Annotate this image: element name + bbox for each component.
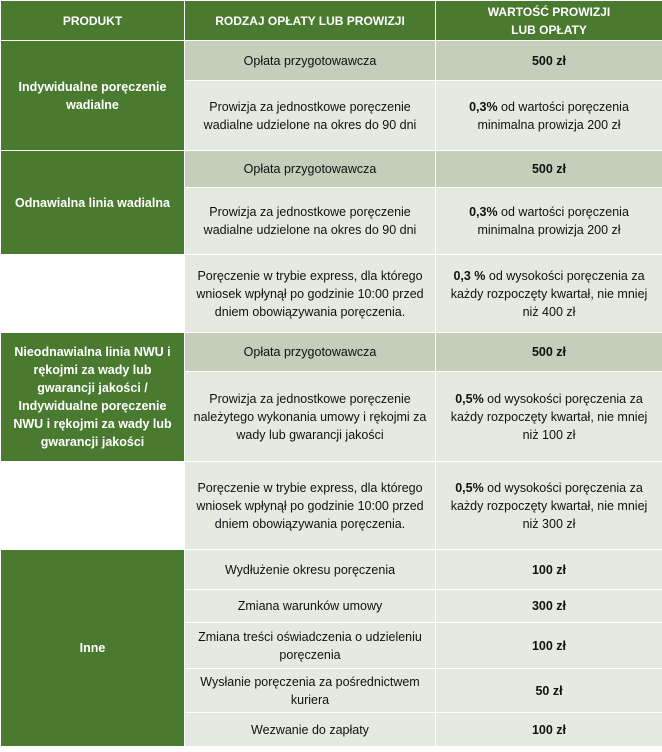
fee-value-cell: [436, 462, 662, 550]
fee-value-cell: 100 zł: [436, 623, 662, 669]
fee-type-cell: Opłata przygotowawcza: [185, 151, 436, 188]
table-row: [1, 255, 662, 333]
fee-type-cell: Opłata przygotowawcza: [185, 41, 436, 81]
fee-rate: 0,5%: [455, 480, 484, 495]
table-row: [1, 41, 662, 81]
fee-rate-description: od wartości poręczenia minimalna prowizja 200 zł: [477, 99, 629, 132]
table-row: [1, 151, 662, 188]
fee-rate-description: od wysokości poręczenia za każdy rozpoczęty kwartał, nie mniej niż 400 zł: [450, 268, 648, 319]
product-cell: Inne: [1, 550, 185, 747]
fee-rate: 0,3%: [469, 205, 498, 219]
fee-value-cell: [436, 372, 662, 462]
header-fee-type: RODZAJ OPŁATY LUB PROWIZJI: [185, 1, 436, 41]
fee-type-cell: Opłata przygotowawcza: [185, 333, 436, 372]
fee-type-cell: Poręczenie w trybie express, dla którego wniosek wpłynął po godzinie 10:00 przed dniem obowiązywania poręczenia.: [185, 462, 436, 550]
fee-type-cell: Wysłanie poręczenia za pośrednictwem kuriera: [185, 669, 436, 713]
fee-rate-description: od wysokości poręczenia za każdy rozpoczęty kwartał, nie mniej niż 300 zł: [450, 480, 648, 531]
fee-type-cell: Prowizja za jednostkowe poręczenie wadialne udzielone na okres do 90 dni: [185, 81, 436, 151]
fee-rate-description: od wysokości poręczenia za każdy rozpoczęty kwartał, nie mniej niż 100 zł: [450, 391, 648, 442]
table-row: [1, 333, 662, 372]
product-cell: Nieodnawialna linia NWU i rękojmi za wady lub gwarancji jakości / Indywidualne poręczenie NWU i rękojmi za wady lub gwarancji jakości: [1, 333, 185, 462]
fee-type-cell: Zmiana treści oświadczenia o udzieleniu poręczenia: [185, 623, 436, 669]
fee-value-cell: 100 zł: [436, 713, 662, 747]
fee-value-cell: 500 zł: [436, 151, 662, 188]
header-fee-value-line2: LUB OPŁATY: [511, 22, 587, 37]
fee-type-cell: Wezwanie do zapłaty: [185, 713, 436, 747]
fee-rate: 0,3%: [469, 99, 498, 114]
table-row: [1, 550, 662, 590]
fee-value-cell: [436, 255, 662, 333]
header-product: PRODUKT: [1, 1, 185, 41]
fee-rate: 0,3 %: [453, 268, 486, 283]
fee-value-cell: 500 zł: [436, 41, 662, 81]
fee-value-cell: 500 zł: [436, 333, 662, 372]
fee-type-cell: Prowizja za jednostkowe poręczenie należytego wykonania umowy i rękojmi za wady lub gwarancji jakości: [185, 372, 436, 462]
fee-type-cell: Poręczenie w trybie express, dla którego wniosek wpłynął po godzinie 10:00 przed dniem obowiązywania poręczenia.: [185, 255, 436, 333]
fee-value-cell: 300 zł: [436, 590, 662, 623]
table-row: [1, 462, 662, 550]
fee-type-cell: Prowizja za jednostkowe poręczenie wadialne udzielone na okres do 90 dni: [185, 188, 436, 255]
product-cell: Odnawialna linia wadialna: [1, 151, 185, 255]
fee-value-cell: 100 zł: [436, 550, 662, 590]
header-fee-value-line1: WARTOŚĆ PROWIZJI: [487, 4, 611, 19]
empty-product-cell: [1, 255, 185, 333]
fee-value-cell: [436, 81, 662, 151]
fee-rate: 0,5%: [455, 391, 484, 406]
header-fee-value: [436, 1, 662, 41]
header-row: [1, 1, 662, 41]
empty-product-cell: [1, 462, 185, 550]
fee-type-cell: Zmiana warunków umowy: [185, 590, 436, 623]
fee-rate-description: od wartości poręczenia minimalna prowizja 200 zł: [477, 205, 629, 237]
fee-value-cell: 50 zł: [436, 669, 662, 713]
fee-type-cell: Wydłużenie okresu poręczenia: [185, 550, 436, 590]
fee-value-cell: [436, 188, 662, 255]
product-cell: Indywidualne poręczenie wadialne: [1, 41, 185, 151]
